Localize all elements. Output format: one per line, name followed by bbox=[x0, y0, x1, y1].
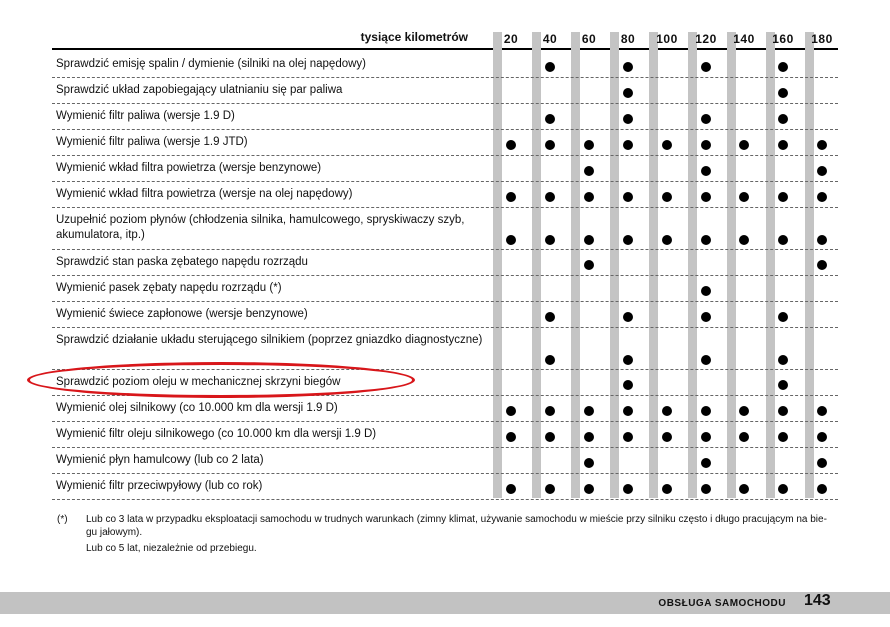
mileage-header-label: tysiące kilometrów bbox=[360, 30, 468, 44]
column-header: 120 bbox=[695, 32, 717, 46]
table-row bbox=[52, 422, 838, 448]
row-label: Sprawdzić stan paska zębatego napędu rozrządu bbox=[56, 256, 308, 268]
page-number: 143 bbox=[804, 592, 831, 609]
table-row bbox=[52, 474, 838, 500]
service-dot bbox=[739, 406, 749, 416]
service-dot bbox=[739, 235, 749, 245]
service-dot bbox=[662, 192, 672, 202]
service-dot bbox=[623, 406, 633, 416]
service-dot bbox=[739, 432, 749, 442]
service-dot bbox=[545, 140, 555, 150]
service-dot bbox=[817, 235, 827, 245]
service-dot bbox=[506, 484, 516, 494]
service-dot bbox=[584, 166, 594, 176]
row-label: Wymienić świece zapłonowe (wersje benzynowe) bbox=[56, 308, 308, 320]
service-dot bbox=[584, 484, 594, 494]
service-dot bbox=[623, 432, 633, 442]
service-dot bbox=[701, 192, 711, 202]
row-label: Wymienić wkład filtra powietrza (wersje na olej napędowy) bbox=[56, 188, 353, 200]
service-dot bbox=[778, 312, 788, 322]
service-dot bbox=[623, 484, 633, 494]
table-row bbox=[52, 250, 838, 276]
service-dot bbox=[701, 286, 711, 296]
service-dot bbox=[506, 432, 516, 442]
service-dot bbox=[623, 192, 633, 202]
red-highlight-ellipse bbox=[27, 362, 415, 398]
service-dot bbox=[584, 140, 594, 150]
service-dot bbox=[701, 406, 711, 416]
service-dot bbox=[778, 235, 788, 245]
service-dot bbox=[545, 114, 555, 124]
service-dot bbox=[584, 458, 594, 468]
row-label: Sprawdzić poziom oleju w mechanicznej skrzyni biegów bbox=[56, 376, 341, 388]
service-dot bbox=[817, 484, 827, 494]
service-dot bbox=[623, 88, 633, 98]
service-dot bbox=[778, 484, 788, 494]
service-dot bbox=[817, 260, 827, 270]
service-dot bbox=[662, 140, 672, 150]
service-dot bbox=[739, 192, 749, 202]
service-dot bbox=[623, 380, 633, 390]
column-header: 40 bbox=[542, 32, 558, 46]
service-dot bbox=[817, 166, 827, 176]
service-dot bbox=[817, 458, 827, 468]
service-dot bbox=[778, 62, 788, 72]
service-dot bbox=[778, 380, 788, 390]
service-dot bbox=[506, 406, 516, 416]
service-dot bbox=[778, 114, 788, 124]
service-dot bbox=[701, 62, 711, 72]
table-row bbox=[52, 208, 838, 250]
service-dot bbox=[545, 484, 555, 494]
service-dot bbox=[778, 355, 788, 365]
service-dot bbox=[739, 484, 749, 494]
service-dot bbox=[662, 406, 672, 416]
service-dot bbox=[623, 355, 633, 365]
row-label: Wymienić filtr paliwa (wersje 1.9 D) bbox=[56, 110, 235, 122]
service-dot bbox=[701, 235, 711, 245]
service-dot bbox=[506, 140, 516, 150]
service-dot bbox=[662, 484, 672, 494]
footnote-line-3: Lub co 5 lat, niezależnie od przebiegu. bbox=[86, 543, 257, 554]
row-label: Sprawdzić działanie układu sterującego silnikiem (poprzez gniazdko diagnostyczne) bbox=[56, 334, 483, 346]
table-row bbox=[52, 182, 838, 208]
service-dot bbox=[584, 260, 594, 270]
section-title: OBSŁUGA SAMOCHODU bbox=[658, 598, 786, 609]
service-dot bbox=[545, 62, 555, 72]
table-row bbox=[52, 78, 838, 104]
service-dot bbox=[701, 140, 711, 150]
service-dot bbox=[662, 432, 672, 442]
table-row bbox=[52, 104, 838, 130]
row-label: Wymienić wkład filtra powietrza (wersje benzynowe) bbox=[56, 162, 322, 174]
service-dot bbox=[701, 484, 711, 494]
table-row bbox=[52, 276, 838, 302]
column-header: 100 bbox=[656, 32, 678, 46]
service-dot bbox=[739, 140, 749, 150]
service-dot bbox=[545, 192, 555, 202]
service-dot bbox=[817, 192, 827, 202]
service-dot bbox=[701, 166, 711, 176]
service-dot bbox=[662, 235, 672, 245]
service-dot bbox=[584, 432, 594, 442]
table-row bbox=[52, 156, 838, 182]
service-dot bbox=[623, 62, 633, 72]
column-header: 160 bbox=[772, 32, 794, 46]
service-dot bbox=[545, 235, 555, 245]
service-dot bbox=[817, 432, 827, 442]
service-dot bbox=[584, 192, 594, 202]
footnote-marker: (*) bbox=[57, 514, 68, 525]
row-label: Wymienić filtr paliwa (wersje 1.9 JTD) bbox=[56, 136, 248, 148]
row-label: Wymienić pasek zębaty napędu rozrządu (*) bbox=[56, 282, 282, 294]
column-header: 20 bbox=[503, 32, 519, 46]
service-dot bbox=[701, 432, 711, 442]
service-dot bbox=[817, 140, 827, 150]
service-dot bbox=[545, 432, 555, 442]
service-dot bbox=[778, 88, 788, 98]
row-label: Sprawdzić emisję spalin / dymienie (silniki na olej napędowy) bbox=[56, 58, 367, 70]
service-dot bbox=[545, 355, 555, 365]
service-dot bbox=[623, 235, 633, 245]
service-dot bbox=[701, 312, 711, 322]
row-label: Uzupełnić poziom płynów (chłodzenia silnika, hamulcowego, spryskiwaczy szyb, akumulatora, itp.) bbox=[56, 214, 465, 241]
table-row bbox=[52, 302, 838, 328]
column-header: 60 bbox=[581, 32, 597, 46]
table-row bbox=[52, 448, 838, 474]
service-dot bbox=[623, 312, 633, 322]
row-label: Wymienić płyn hamulcowy (lub co 2 lata) bbox=[56, 454, 264, 466]
table-row bbox=[52, 130, 838, 156]
service-dot bbox=[545, 406, 555, 416]
row-label: Wymienić filtr oleju silnikowego (co 10.000 km dla wersji 1.9 D) bbox=[56, 428, 377, 440]
service-dot bbox=[778, 406, 788, 416]
service-dot bbox=[623, 140, 633, 150]
column-header: 80 bbox=[620, 32, 636, 46]
row-label: Wymienić olej silnikowy (co 10.000 km dla wersji 1.9 D) bbox=[56, 402, 338, 414]
service-dot bbox=[545, 312, 555, 322]
table-row bbox=[52, 52, 838, 78]
row-separator bbox=[52, 499, 838, 500]
footnote-line-1: Lub co 3 lata w przypadku eksploatacji samochodu w trudnych warunkach (zimny klimat, używanie samochodu w mieście przy silniku często i długo pracującym na bie- bbox=[86, 514, 827, 525]
service-dot bbox=[584, 235, 594, 245]
header-rule bbox=[52, 48, 838, 50]
row-label: Wymienić filtr przeciwpyłowy (lub co rok) bbox=[56, 480, 263, 492]
footnote-line-2: gu jałowym). bbox=[86, 527, 143, 538]
service-dot bbox=[584, 406, 594, 416]
service-dot bbox=[701, 114, 711, 124]
service-dot bbox=[778, 192, 788, 202]
row-label: Sprawdzić układ zapobiegający ulatnianiu się par paliwa bbox=[56, 84, 343, 96]
service-dot bbox=[506, 235, 516, 245]
service-dot bbox=[506, 192, 516, 202]
service-dot bbox=[701, 355, 711, 365]
column-header: 140 bbox=[733, 32, 755, 46]
service-dot bbox=[623, 114, 633, 124]
service-dot bbox=[778, 140, 788, 150]
service-dot bbox=[778, 432, 788, 442]
column-header: 180 bbox=[811, 32, 833, 46]
service-dot bbox=[817, 406, 827, 416]
table-row bbox=[52, 396, 838, 422]
service-dot bbox=[701, 458, 711, 468]
